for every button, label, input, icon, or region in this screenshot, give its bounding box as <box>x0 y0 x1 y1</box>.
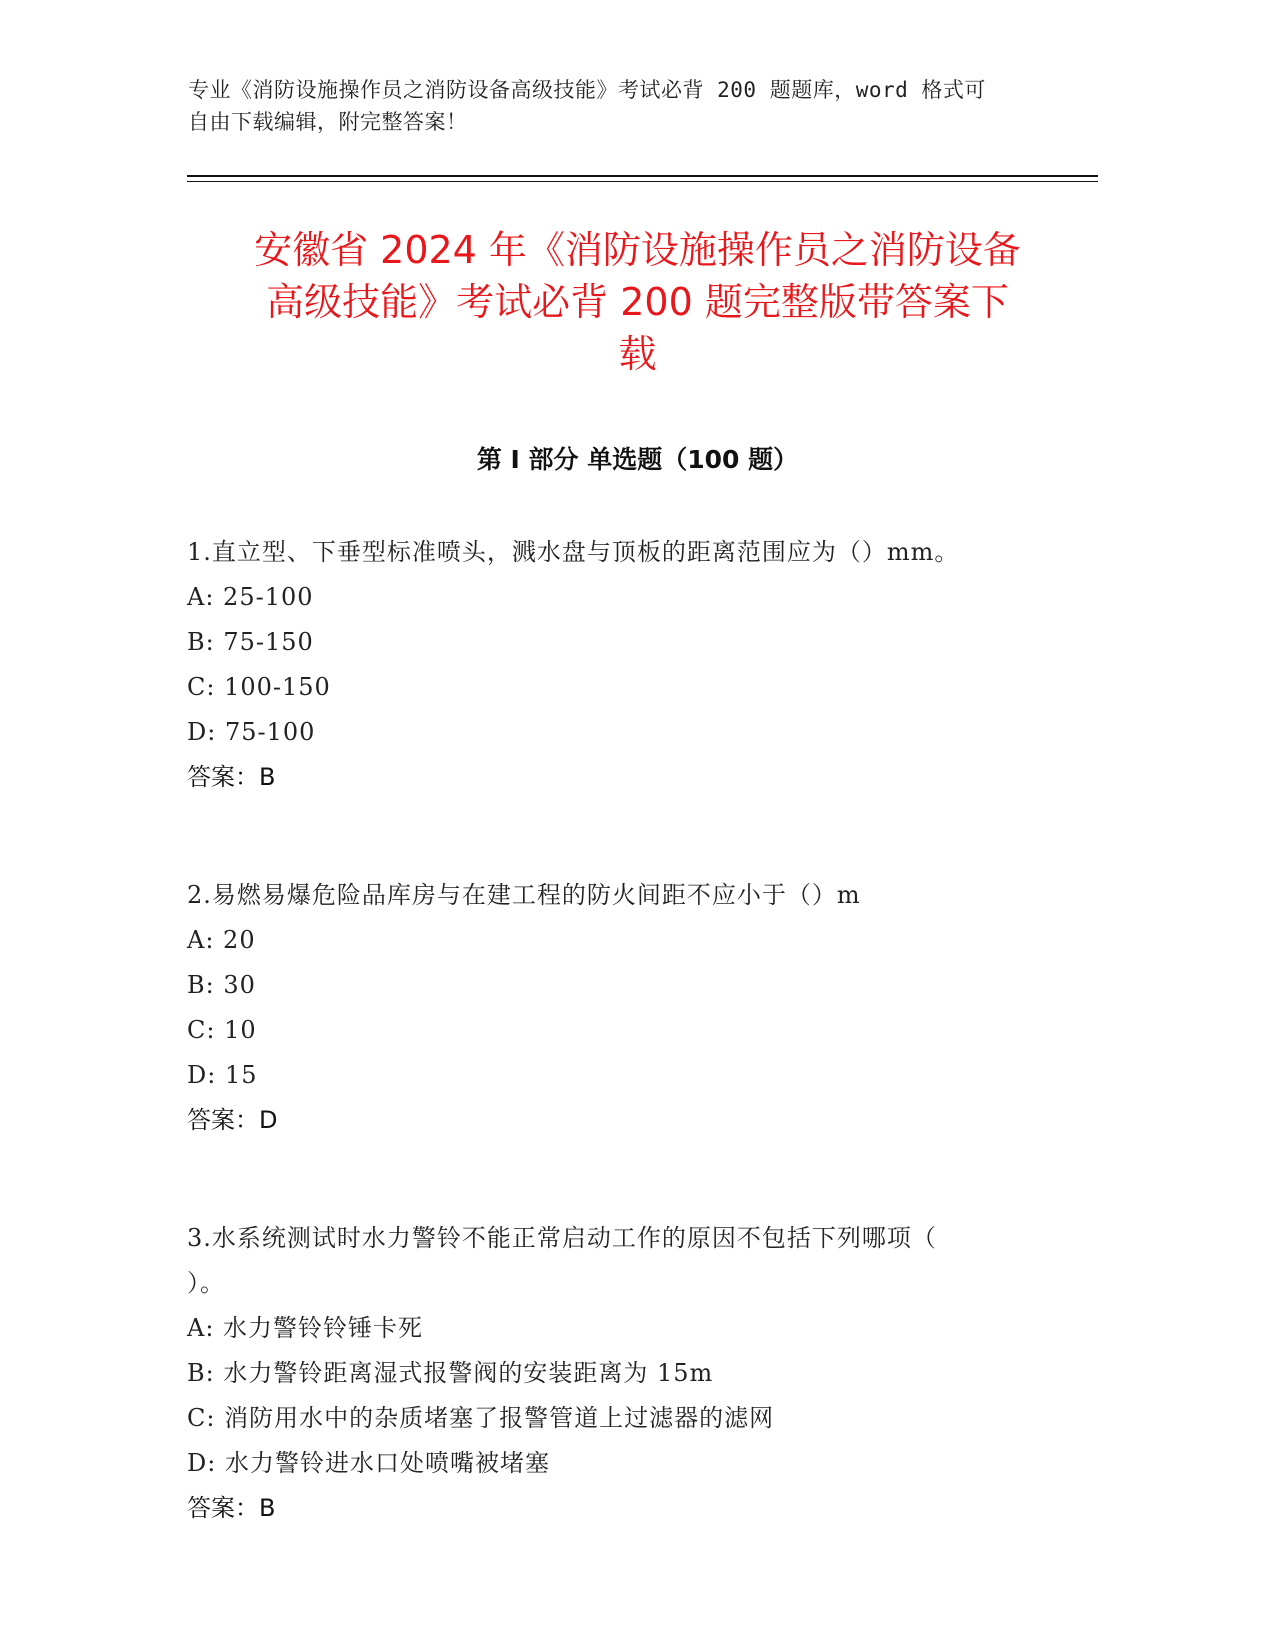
intro-line-2: 自由下载编辑，附完整答案！ <box>188 110 468 134</box>
question-list <box>187 530 1087 1531</box>
answer-label: 答案：B <box>187 763 276 791</box>
title-line-3: 载 <box>618 332 657 376</box>
intro-text <box>188 74 1088 138</box>
question-stem: 1.直立型、下垂型标准喷头，溅水盘与顶板的距离范围应为（）mm。 <box>187 538 960 566</box>
option-c: C: 100-150 <box>187 673 331 701</box>
document-title <box>150 224 1125 380</box>
answer-label: 答案：B <box>187 1494 276 1522</box>
option-a: A: 20 <box>187 926 256 954</box>
option-b: B: 75-150 <box>187 628 314 656</box>
option-d: D: 15 <box>187 1061 258 1089</box>
answer-label: 答案：D <box>187 1106 278 1134</box>
intro-line-1: 专业《消防设施操作员之消防设备高级技能》考试必背 200 题题库，word 格式可 <box>188 78 986 102</box>
question-spacer <box>187 800 1087 873</box>
option-c: C: 10 <box>187 1016 257 1044</box>
question-item <box>187 873 1087 1143</box>
question-stem: 2.易燃易爆危险品库房与在建工程的防火间距不应小于（）m <box>187 881 861 909</box>
header-divider-thin <box>187 181 1098 182</box>
option-a: A: 水力警铃铃锤卡死 <box>187 1314 424 1342</box>
section-heading: 第 I 部分 单选题（100 题） <box>476 445 799 474</box>
option-d: D: 75-100 <box>187 718 316 746</box>
header-divider-thick <box>187 175 1098 177</box>
option-d: D: 水力警铃进水口处喷嘴被堵塞 <box>187 1449 550 1477</box>
question-item <box>187 1216 1087 1531</box>
option-a: A: 25-100 <box>187 583 314 611</box>
question-spacer <box>187 1143 1087 1216</box>
question-stem-line-1: 3.水系统测试时水力警铃不能正常启动工作的原因不包括下列哪项（ <box>187 1224 937 1252</box>
title-line-2: 高级技能》考试必背 200 题完整版带答案下 <box>266 280 1009 324</box>
question-item <box>187 530 1087 800</box>
question-stem-line-2: ）。 <box>187 1269 225 1297</box>
title-line-1: 安徽省 2024 年《消防设施操作员之消防设备 <box>254 228 1021 272</box>
option-b: B: 30 <box>187 971 256 999</box>
option-c: C: 消防用水中的杂质堵塞了报警管道上过滤器的滤网 <box>187 1404 775 1432</box>
option-b: B: 水力警铃距离湿式报警阀的安装距离为 15m <box>187 1359 714 1387</box>
